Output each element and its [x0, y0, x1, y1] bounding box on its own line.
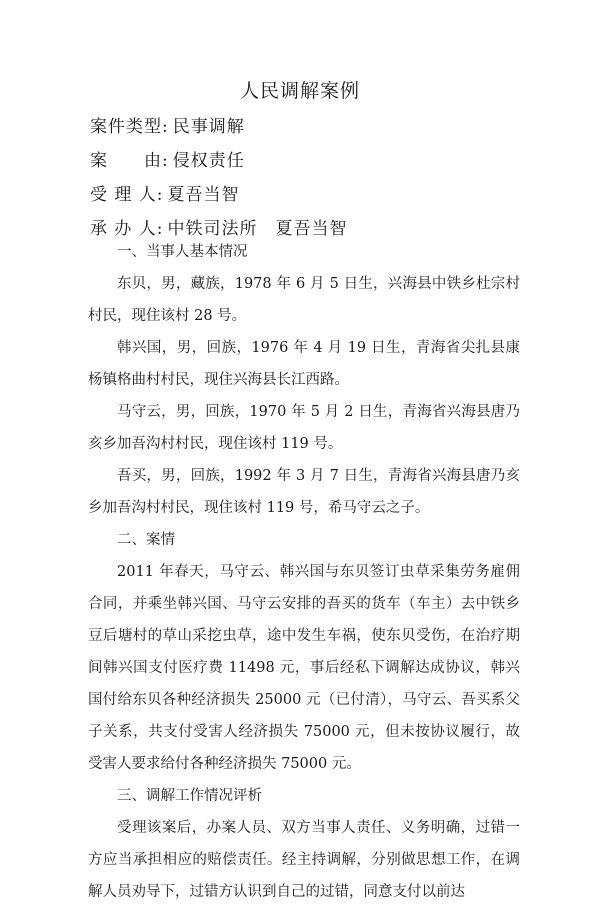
acceptor-label: 受 理 人: [90, 185, 164, 205]
section-heading-case: 二、案情 [117, 532, 175, 548]
document-title: 人民调解案例 [239, 80, 360, 102]
party-paragraph: 吾买，男，回族，1992 年 3 月 7 日生，青海省兴海县唐乃亥乡加吾沟村村民，现住该村 119 号，希马守云之子。 [88, 468, 520, 516]
evaluation-paragraph: 受理该案后，办案人员、双方当事人责任、义务明确，过错一方应当承担相应的赔偿责任。经主持调解，分别做思想工作，在调解人员劝导下，过错方认识到自己的过错，同意支付以前达 [88, 820, 520, 900]
acceptor-value: 夏吾当智 [167, 185, 240, 205]
case-paragraph: 2011 年春天，马守云、韩兴国与东贝签订虫草采集劳务雇佣合同，并乘坐韩兴国、马守云安排的吾买的货车（车主）去中铁乡豆后塘村的草山采挖虫草，途中发生车祸，使东贝受伤，在治疗期间韩兴国支付医疗费 11498 元，事后经私下调解达成协议，韩兴国付给东贝各种经济损失 25000 元（已付清），马守云、吾买系父子关系，共支付受害人经济损失 75000 元，但未按协议履行，故受害人要求给付各种经济损失 75000 元。 [88, 564, 520, 772]
section-heading-parties: 一、当事人基本情况 [117, 244, 248, 260]
case-type-value: 民事调解 [172, 117, 245, 137]
case-cause-value: 侵权责任 [172, 151, 245, 171]
handler-person: 夏吾当智 [275, 219, 348, 239]
case-cause-row [90, 146, 245, 171]
case-type-label: 案件类型: [90, 117, 169, 137]
acceptor-row [90, 180, 240, 205]
party-paragraph: 东贝，男，藏族，1978 年 6 月 5 日生，兴海县中铁乡杜宗村村民，现住该村 28 号。 [88, 276, 520, 324]
party-paragraph: 韩兴国，男，回族，1976 年 4 月 19 日生，青海省尖扎县康杨镇格曲村村民，现住兴海县长江西路。 [88, 340, 520, 388]
case-cause-label: 案 由: [90, 151, 169, 171]
case-type-row [90, 112, 245, 137]
party-paragraph: 马守云，男，回族，1970 年 5 月 2 日生，青海省兴海县唐乃亥乡加吾沟村村民，现住该村 119 号。 [88, 404, 520, 452]
handler-office: 中铁司法所 [167, 219, 258, 239]
document-body [88, 236, 520, 908]
handler-label: 承 办 人: [90, 219, 164, 239]
section-heading-evaluation: 三、调解工作情况评析 [117, 788, 262, 804]
